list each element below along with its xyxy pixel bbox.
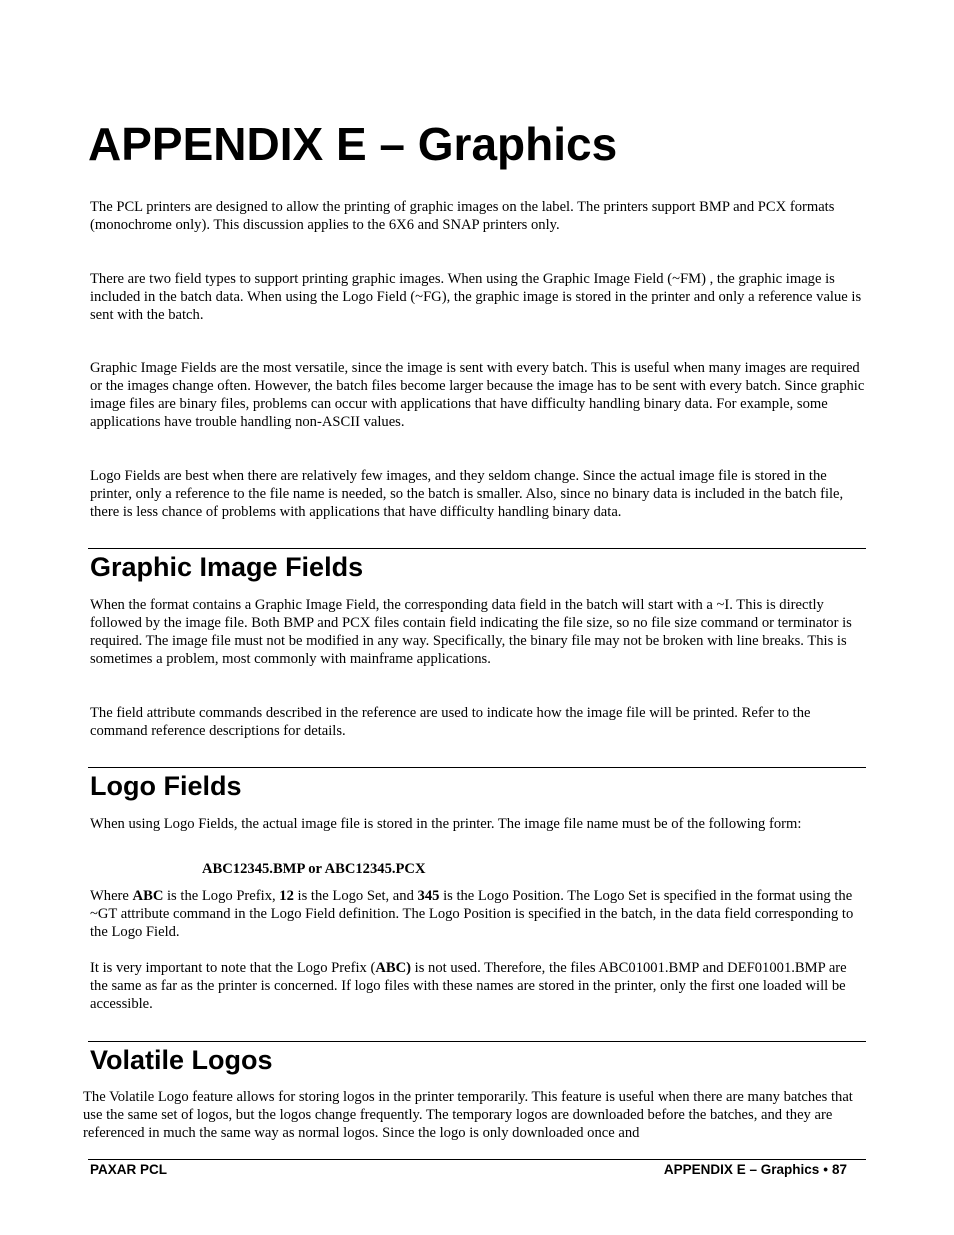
graphic-image-fields-paragraph-1: When the format contains a Graphic Image Field, the corresponding data field in the batch will start with a ~I. This is directly followed by the image file. Both BMP and PCX files contain field indicating the file size, so no file size command or terminator is required. The image file must not be modified in any way. Specifically, the binary file may not be broken with line breaks. This is sometimes a problem, most commonly with mainframe applications. [90,597,852,667]
text-run: is the Logo Position. The Logo Set is specified in the format using the ~GT attribute command in the Logo Field definition. The Logo Position is specified in the batch, in the data field corresponding to the Logo Field. [90,888,854,940]
logo-position-term: 345 [417,888,440,904]
logo-set-term: 12 [279,888,294,904]
logo-fields-paragraph-1: When using Logo Fields, the actual image file is stored in the printer. The image file name must be of the following form: [90,816,802,832]
section-divider [88,548,866,549]
text-run: is the Logo Prefix, [163,888,280,904]
logo-prefix-term: ABC) [375,960,412,976]
graphic-image-fields-paragraph-2: The field attribute commands described in the reference are used to indicate how the image file will be printed. Refer to the command reference descriptions for details. [90,705,811,739]
logo-fields-paragraph-3 [90,959,865,1013]
text-run: is the Logo Set, and [293,888,418,904]
footer-divider [88,1159,866,1160]
intro-paragraph-1: The PCL printers are designed to allow the printing of graphic images on the label. The printers support BMP and PCX formats (monochrome only). This discussion applies to the 6X6 and SNAP printers only. [90,199,835,233]
logo-prefix-term: ABC [132,888,164,904]
text-run: is not used. Therefore, the files ABC01001.BMP and DEF01001.BMP are the same as far as the printer is concerned. If logo files with these names are stored in the printer, only the first one loaded will be accessible. [90,960,847,1012]
footer-bullet: • [823,1162,828,1177]
section-heading-logo-fields: Logo Fields [90,771,242,801]
section-heading-volatile-logos: Volatile Logos [90,1045,273,1075]
intro-paragraph-3: Graphic Image Fields are the most versatile, since the image is sent with every batch. This is useful when many images are required or the images change often. However, the batch files become larger because the image has to be sent with every batch. Since graphic image files are binary files, problems can occur with applications that have difficulty handling binary data. For example, some applications have trouble handling non-ASCII values. [90,360,865,430]
footer-page-info [664,1162,847,1178]
section-divider [88,1041,866,1042]
footer-product-name: PAXAR PCL [90,1162,168,1177]
intro-paragraph-2: There are two field types to support printing graphic images. When using the Graphic Image Field (~FM) , the graphic image is included in the batch data. When using the Logo Field (~FG), the graphic image is stored in the printer and only a reference value is sent with the batch. [90,271,862,323]
section-heading-graphic-image-fields: Graphic Image Fields [90,552,364,582]
page-title: APPENDIX E – Graphics [88,118,618,170]
text-run: It is very important to note that the Logo Prefix ( [90,960,376,976]
section-divider [88,767,866,768]
intro-paragraph-4: Logo Fields are best when there are relatively few images, and they seldom change. Since the actual image file is stored in the printer, only a reference to the file name is needed, so the batch is smaller. Also, since no binary data is included in the batch file, there is less chance of problems with applications that have difficulty handling binary data. [90,468,844,520]
volatile-logos-paragraph-1: The Volatile Logo feature allows for storing logos in the printer temporarily. This feature is useful when there are many batches that use the same set of logos, but the logos change frequently. The temporary logos are downloaded before the batches, and they are referenced in much the same way as normal logos. Since the logo is only downloaded once and [83,1089,853,1141]
logo-filename-example: ABC12345.BMP or ABC12345.PCX [202,861,426,877]
page-number: 87 [831,1162,847,1177]
logo-fields-paragraph-2 [90,887,865,941]
text-run: Where [90,888,133,904]
footer-chapter: APPENDIX E – Graphics [663,1162,820,1177]
